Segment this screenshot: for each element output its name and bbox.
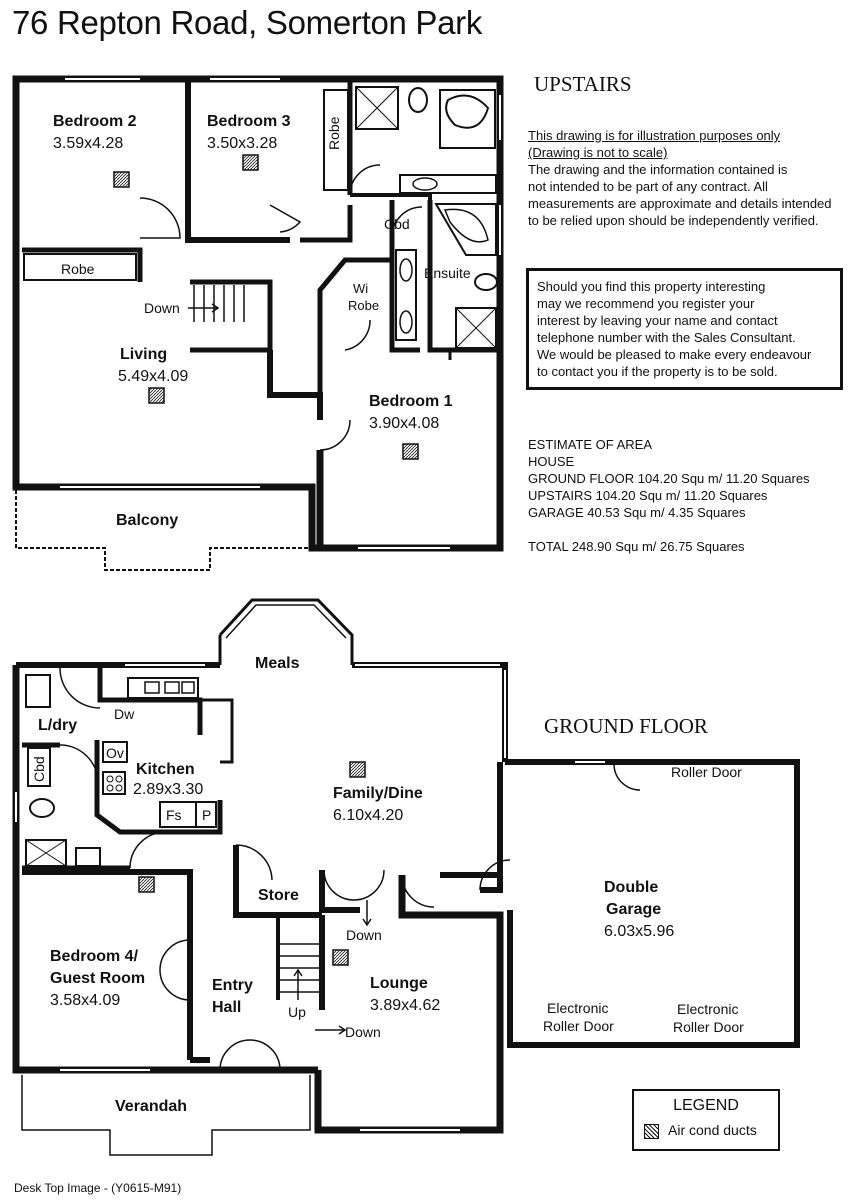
meals-label: Meals	[255, 655, 300, 672]
area-line-3: GROUND FLOOR 104.20 Squ m/ 11.20 Squares	[528, 471, 810, 486]
electronic-roller-door-2b: Roller Door	[673, 1019, 744, 1035]
down-label-ground-1: Down	[346, 927, 382, 943]
disclaimer	[528, 127, 858, 229]
kitchen-size: 2.89x3.30	[133, 781, 204, 798]
bedroom-2-label: Bedroom 2	[53, 113, 137, 130]
store-label: Store	[258, 887, 299, 904]
bedroom-1-label: Bedroom 1	[369, 393, 453, 410]
upstairs-heading: UPSTAIRS	[534, 72, 632, 96]
bedroom-4-size: 3.58x4.09	[50, 992, 121, 1009]
contact-line-3: interest by leaving your name and contact	[537, 313, 778, 328]
legend-box	[632, 1089, 780, 1151]
disclaimer-body-1: The drawing and the information contained is	[528, 162, 788, 177]
wi-robe-label: Robe	[348, 298, 380, 313]
pantry-label: P	[202, 807, 212, 823]
down-label-ground-2: Down	[345, 1024, 381, 1040]
legend-heading: LEGEND	[673, 1097, 739, 1114]
dishwasher-label: Dw	[114, 706, 135, 722]
electronic-roller-door-2a: Electronic	[677, 1001, 739, 1017]
area-line-5: GARAGE 40.53 Squ m/ 4.35 Squares	[528, 505, 746, 520]
cbd-label-upstairs: Cbd	[384, 216, 410, 232]
garage-label-1: Double	[604, 879, 659, 896]
family-dine-label: Family/Dine	[333, 785, 423, 802]
contact-line-6: to contact you if the property is to be sold.	[537, 364, 778, 379]
area-line-1: ESTIMATE OF AREA	[528, 437, 653, 452]
footer-credit: Desk Top Image - (Y0615-M91)	[14, 1181, 182, 1195]
robe-label-upstairs-2: Robe	[61, 261, 95, 277]
bedroom-3-label: Bedroom 3	[207, 113, 291, 130]
contact-line-4: telephone number with the Sales Consultant.	[537, 330, 796, 345]
contact-line-1: Should you find this property interesting	[537, 279, 766, 294]
bedroom-1-size: 3.90x4.08	[369, 415, 440, 432]
contact-box	[526, 268, 843, 390]
legend-item: Air cond ducts	[668, 1122, 757, 1138]
lounge-size: 3.89x4.62	[370, 997, 441, 1014]
bedroom-2-size: 3.59x4.28	[53, 135, 124, 152]
entry-hall-label-2: Hall	[212, 999, 242, 1016]
verandah-label: Verandah	[115, 1098, 188, 1115]
wi-label: Wi	[353, 281, 369, 296]
oven-label: Ov	[106, 745, 124, 761]
disclaimer-line-1: This drawing is for illustration purposes only	[528, 128, 781, 143]
area-line-4: UPSTAIRS 104.20 Squ m/ 11.20 Squares	[528, 488, 768, 503]
page-title: 76 Repton Road, Somerton Park	[12, 4, 483, 41]
electronic-roller-door-1a: Electronic	[547, 1000, 609, 1016]
garage-size: 6.03x5.96	[604, 923, 675, 940]
lounge-label: Lounge	[370, 975, 428, 992]
electronic-roller-door-1b: Roller Door	[543, 1018, 614, 1034]
garage-label-2: Garage	[606, 901, 662, 918]
down-label-upstairs: Down	[144, 300, 180, 316]
bedroom-4-label-1: Bedroom 4/	[50, 948, 139, 965]
up-label: Up	[288, 1004, 306, 1020]
ensuite-label: Ensuite	[424, 265, 471, 281]
contact-line-5: We would be pleased to make every endeavour	[537, 347, 812, 362]
air-cond-duct-icon	[644, 1124, 659, 1139]
fridge-space-label: Fs	[166, 807, 182, 823]
disclaimer-body-4: to be relied upon should be independently verified.	[528, 213, 819, 228]
balcony-label: Balcony	[116, 512, 179, 529]
bedroom-3-size: 3.50x3.28	[207, 135, 278, 152]
cbd-label-ground: Cbd	[31, 756, 47, 782]
entry-hall-label-1: Entry	[212, 977, 253, 994]
disclaimer-line-2: (Drawing is not to scale)	[528, 145, 668, 160]
living-label: Living	[120, 346, 168, 363]
area-line-2: HOUSE	[528, 454, 575, 469]
bedroom-4-label-2: Guest Room	[50, 970, 146, 987]
living-size: 5.49x4.09	[118, 368, 189, 385]
robe-label-upstairs-1: Robe	[326, 116, 342, 150]
area-total: TOTAL 248.90 Squ m/ 26.75 Squares	[528, 539, 745, 554]
laundry-label: L/dry	[38, 717, 78, 734]
area-estimate	[528, 436, 858, 555]
disclaimer-body-2: not intended to be part of any contract. All	[528, 179, 768, 194]
roller-door-label: Roller Door	[671, 764, 742, 780]
contact-line-2: may we recommend you register your	[537, 296, 755, 311]
family-dine-size: 6.10x4.20	[333, 807, 404, 824]
disclaimer-body-3: measurements are approximate and details intended	[528, 196, 832, 211]
ground-floor-heading: GROUND FLOOR	[544, 714, 708, 738]
kitchen-label: Kitchen	[136, 761, 195, 778]
